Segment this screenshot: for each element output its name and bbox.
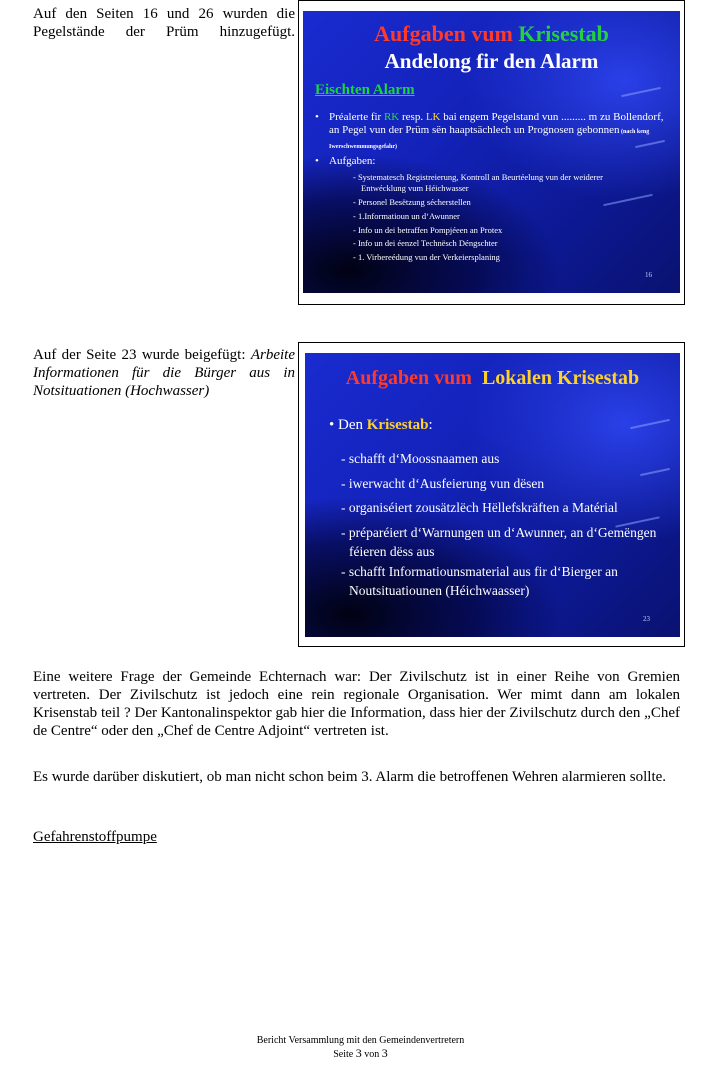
list-item: - Personel Besëtzung sécherstellen xyxy=(353,197,471,207)
slide-2-title: Aufgaben vum Lokalen Krisestab xyxy=(345,367,640,389)
slide-2-frame xyxy=(298,342,685,647)
list-item: - schafft d‘Moossnaamen aus xyxy=(341,451,500,466)
slide-1-subtitle: Eischten Alarm xyxy=(315,82,415,98)
slide-2-item-list xyxy=(341,449,661,601)
slide-2-bullet: • Den Krisestab: xyxy=(329,417,433,433)
section-heading: Gefahrenstoffpumpe xyxy=(33,829,157,845)
list-item: - iwerwacht d‘Ausfeierung vun dësen xyxy=(341,475,545,491)
slide-2 xyxy=(305,353,680,637)
list-item: - organiséiert zousätzlëch Hëllefskräften a Matérial xyxy=(341,500,618,515)
list-item: - préparéiert d‘Warnungen un d‘Awunner, an d‘Gemëngen féieren dëss aus xyxy=(341,524,657,559)
list-item: - 1.Informatioun un d‘Awunner xyxy=(353,210,460,221)
slide-1-bullet-2: • Aufgaben: xyxy=(315,155,376,167)
bullet-icon: • xyxy=(315,111,319,123)
list-item: - Info un dei betraffen Pompjéeen an Protex xyxy=(353,224,503,235)
slide-2-page-number: 23 xyxy=(643,615,650,623)
body-paragraph-2: Es wurde darüber diskutiert, ob man nicht schon beim 3. Alarm die betroffenen Wehren alarmieren sollte. xyxy=(33,769,667,785)
slide-1 xyxy=(303,11,680,293)
bullet-icon: • xyxy=(329,417,335,433)
slide-1-page-number: 16 xyxy=(645,271,652,279)
bullet-icon: • xyxy=(315,155,319,167)
page-footer xyxy=(0,1034,721,1061)
footer-title: Bericht Versammlung mit den Gemeindenvertretern xyxy=(256,1035,465,1046)
list-item: - Systematesch Registreierung, Kontroll an Beurtéelung vun der weiderer Entwécklung vum Héichwasser xyxy=(353,172,603,193)
list-item: - schafft Informatiounsmaterial aus fir d‘Bierger an Noutsituatiounen (Héichwaasser) xyxy=(341,563,618,598)
slide-1-task-list xyxy=(353,172,633,265)
slide-1-bullet-1: • Préalerte fir RK resp. LK bai engem Pegelstand vun ......... m zu Bollendorf, an Pegel vun der Prüm sën haaptsächlech un Prognosen gebonnen (nach keng Iwerschwemmungsgefahr) xyxy=(315,111,664,150)
list-item: - 1. Virbereédung vun der Verkeiersplaning xyxy=(353,252,500,263)
intro-paragraph-1: Auf den Seiten 16 und 26 wurden die Pegelstände der Prüm hinzugefügt. xyxy=(33,6,295,40)
intro-paragraph-2: Auf der Seite 23 wurde beigefügt: Arbeite Informationen für die Bürger aus in Notsituationen (Hochwasser) xyxy=(33,347,295,399)
footer-page-indicator: Seite 3 von 3 xyxy=(333,1046,388,1060)
slide-1-title-line2: Andelong fir den Alarm xyxy=(384,49,599,73)
list-item: - Info un dei éenzel Technësch Déngschter xyxy=(353,238,498,249)
slide-1-frame xyxy=(298,0,685,305)
slide-1-title: Aufgaben vum Krisestab xyxy=(374,21,609,46)
body-paragraph-1: Eine weitere Frage der Gemeinde Echternach war: Der Zivilschutz ist in einer Reihe von Gremien vertreten. Der Zivilschutz ist jedoch eine rein regionale Organisation. Wer mimt dann am lokalen Krisenstab teil ? Der Kantonalinspektor gab hier die Information, dass hier der Zivilschutz durch den „Chef de Centre“ oder den „Chef de Centre Adjoint“ vertreten ist. xyxy=(33,669,680,739)
